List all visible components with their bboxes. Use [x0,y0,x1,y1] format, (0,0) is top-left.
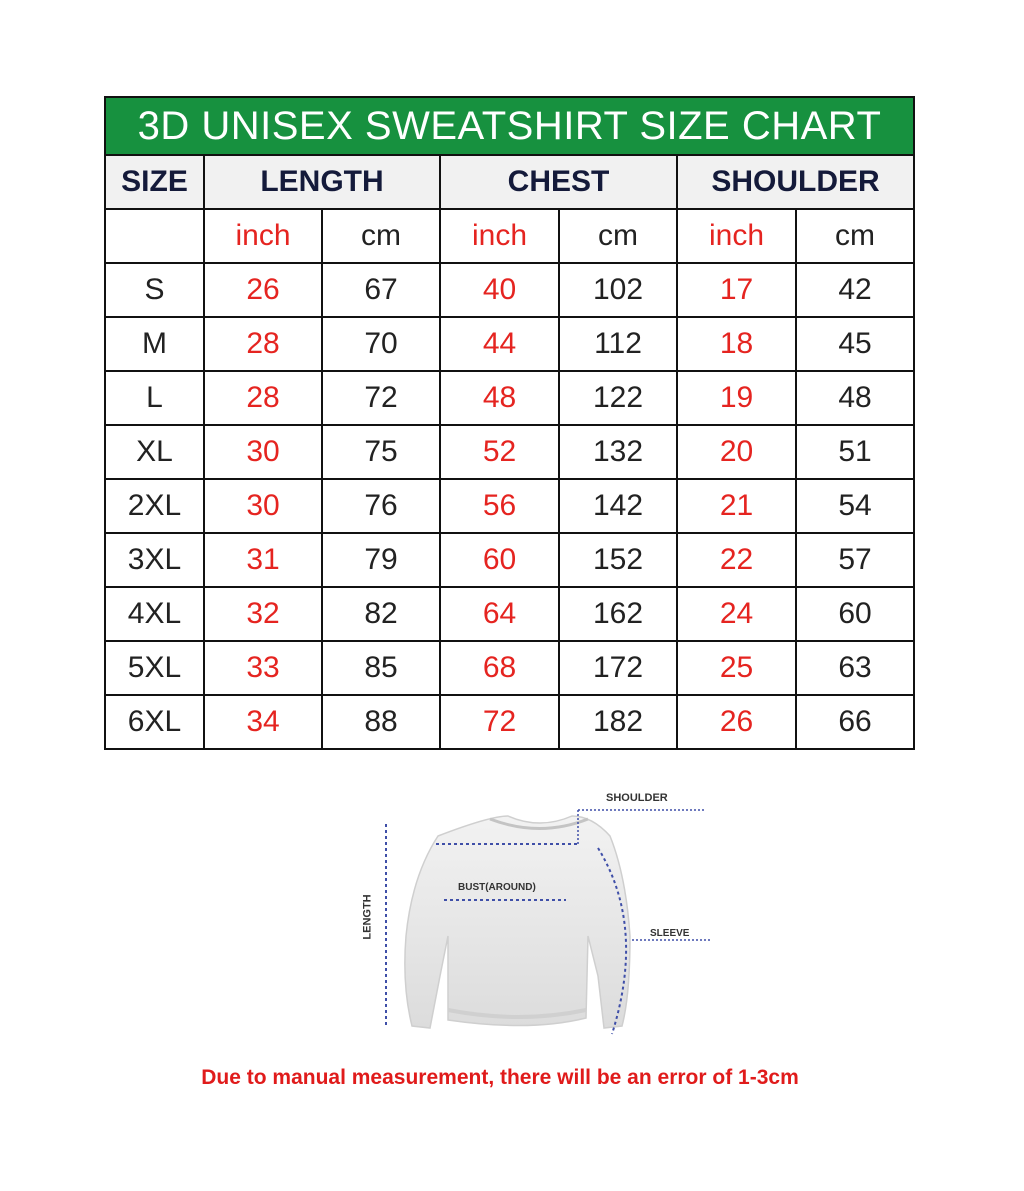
length-cm-cell: 88 [322,695,440,749]
chest-inch-cell: 68 [440,641,559,695]
length-inch-cell: 26 [204,263,322,317]
unit-chest-cm: cm [559,209,677,263]
length-cm-cell: 79 [322,533,440,587]
length-cm-cell: 70 [322,317,440,371]
header-size: SIZE [105,155,204,209]
length-inch-cell: 33 [204,641,322,695]
shoulder-cm-cell: 57 [796,533,914,587]
length-inch-cell: 34 [204,695,322,749]
shoulder-cm-cell: 48 [796,371,914,425]
unit-empty-cell [105,209,204,263]
shoulder-inch-cell: 21 [677,479,796,533]
shoulder-inch-cell: 22 [677,533,796,587]
size-cell: 3XL [105,533,204,587]
length-cm-cell: 76 [322,479,440,533]
chest-inch-cell: 44 [440,317,559,371]
length-cm-cell: 82 [322,587,440,641]
size-cell: 2XL [105,479,204,533]
shoulder-inch-cell: 25 [677,641,796,695]
chest-inch-cell: 48 [440,371,559,425]
header-shoulder: SHOULDER [677,155,914,209]
chest-cm-cell: 172 [559,641,677,695]
table-row [105,587,914,641]
size-cell: S [105,263,204,317]
length-cm-cell: 85 [322,641,440,695]
bust-label: BUST(AROUND) [458,882,536,893]
chest-cm-cell: 142 [559,479,677,533]
table-row [105,263,914,317]
chest-cm-cell: 182 [559,695,677,749]
shoulder-cm-cell: 63 [796,641,914,695]
length-cm-cell: 75 [322,425,440,479]
measurement-error-note: Due to manual measurement, there will be an error of 1-3cm [201,1066,799,1089]
shoulder-cm-cell: 42 [796,263,914,317]
table-row [105,641,914,695]
size-cell: 5XL [105,641,204,695]
chest-cm-cell: 112 [559,317,677,371]
header-chest: CHEST [440,155,677,209]
chart-title: 3D UNISEX SWEATSHIRT SIZE CHART [105,97,914,155]
shoulder-label: SHOULDER [606,792,668,804]
sweatshirt-measurement-diagram [360,786,720,1046]
shoulder-inch-cell: 24 [677,587,796,641]
table-row [105,695,914,749]
table-row [105,317,914,371]
unit-shoulder-inch: inch [677,209,796,263]
chest-cm-cell: 122 [559,371,677,425]
chest-inch-cell: 60 [440,533,559,587]
length-inch-cell: 30 [204,425,322,479]
chest-cm-cell: 152 [559,533,677,587]
shoulder-cm-cell: 45 [796,317,914,371]
table-row [105,425,914,479]
table-row [105,371,914,425]
unit-shoulder-cm: cm [796,209,914,263]
size-cell: XL [105,425,204,479]
length-cm-cell: 67 [322,263,440,317]
shoulder-inch-cell: 18 [677,317,796,371]
size-cell: 4XL [105,587,204,641]
size-cell: 6XL [105,695,204,749]
sweatshirt-body-shape [405,816,630,1028]
length-cm-cell: 72 [322,371,440,425]
sweatshirt-illustration [360,786,720,1046]
chest-cm-cell: 102 [559,263,677,317]
chest-inch-cell: 40 [440,263,559,317]
shoulder-inch-cell: 26 [677,695,796,749]
unit-chest-inch: inch [440,209,559,263]
unit-length-cm: cm [322,209,440,263]
size-cell: M [105,317,204,371]
shoulder-inch-cell: 20 [677,425,796,479]
chest-cm-cell: 162 [559,587,677,641]
length-inch-cell: 28 [204,371,322,425]
shoulder-inch-cell: 17 [677,263,796,317]
length-inch-cell: 28 [204,317,322,371]
length-label: LENGTH [361,894,374,940]
header-length: LENGTH [204,155,440,209]
table-row [105,533,914,587]
length-inch-cell: 31 [204,533,322,587]
chest-inch-cell: 56 [440,479,559,533]
size-chart-table [104,96,915,750]
shoulder-inch-cell: 19 [677,371,796,425]
chest-inch-cell: 64 [440,587,559,641]
shoulder-cm-cell: 54 [796,479,914,533]
length-inch-cell: 32 [204,587,322,641]
length-inch-cell: 30 [204,479,322,533]
chest-cm-cell: 132 [559,425,677,479]
sleeve-label: SLEEVE [650,928,690,939]
chest-inch-cell: 72 [440,695,559,749]
size-cell: L [105,371,204,425]
unit-length-inch: inch [204,209,322,263]
shoulder-cm-cell: 66 [796,695,914,749]
shoulder-cm-cell: 60 [796,587,914,641]
table-row [105,479,914,533]
shoulder-cm-cell: 51 [796,425,914,479]
chest-inch-cell: 52 [440,425,559,479]
